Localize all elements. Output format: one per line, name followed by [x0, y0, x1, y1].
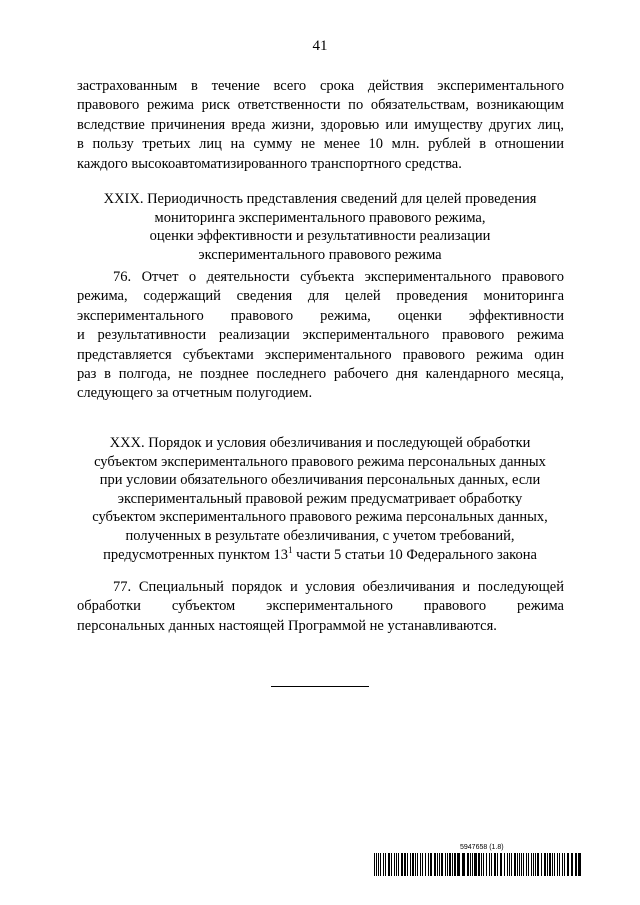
- text-line: экспериментального правового режима, оценки эффективности: [77, 307, 564, 324]
- text-line: обработки субъектом экспериментального правового режима: [77, 598, 564, 615]
- section-heading-30: [60, 434, 580, 564]
- text-line: застрахованным в течение всего срока действия экспериментального: [77, 78, 564, 94]
- heading-line: мониторинга экспериментального правового режима,: [154, 209, 486, 226]
- text-line: представляется субъектами экспериментального правового режима один: [77, 346, 564, 363]
- section-heading-29: [60, 190, 580, 264]
- heading-line: XXIX. Периодичность представления сведений для целей проведения: [103, 191, 537, 207]
- paragraph-77: [77, 578, 564, 636]
- heading-line: полученных в результате обезличивания, с учетом требований,: [125, 527, 515, 544]
- paragraph-continuation: [77, 77, 564, 174]
- heading-line: XXX. Порядок и условия обезличивания и последующей обработки: [109, 435, 531, 451]
- heading-line: субъектом экспериментального правового режима персональных данных: [94, 453, 546, 470]
- page-number: 41: [312, 38, 328, 54]
- document-code: 5947658 (1.8): [460, 844, 504, 851]
- footnote-superscript: 1: [288, 544, 293, 555]
- text-line: вследствие причинения вреда жизни, здоровью или имуществу других лиц,: [77, 116, 564, 133]
- text-line: следующего за отчетным полугодием.: [77, 385, 313, 402]
- text-line: каждого высокоавтоматизированного транспортного средства.: [77, 155, 462, 172]
- text-line: раз в полгода, не позднее последнего рабочего дня календарного месяца,: [77, 365, 564, 382]
- text-line: персональных данных настоящей Программой не устанавливаются.: [77, 617, 497, 634]
- text-line: и результативности реализации экспериментального правового режима: [77, 327, 564, 344]
- text-line: в пользу третьих лиц на сумму не менее 10 млн. рублей в отношении: [77, 136, 564, 153]
- heading-line: экспериментального правового режима: [198, 246, 442, 263]
- heading-line-last: [60, 546, 580, 565]
- heading-text: предусмотренных пунктом 13: [103, 546, 288, 563]
- heading-text: части 5 статьи 10 Федерального закона: [292, 546, 537, 563]
- text-line: 77. Специальный порядок и условия обезличивания и последующей: [113, 579, 564, 595]
- paragraph-76: [77, 268, 564, 404]
- text-line: правового режима риск ответственности по обязательствам, возникающим: [77, 97, 564, 114]
- heading-line: при условии обязательного обезличивания персональных данных, если: [99, 472, 541, 489]
- text-line: режима, содержащий сведения для целей проведения мониторинга: [77, 288, 564, 305]
- heading-line: оценки эффективности и результативности реализации: [149, 228, 491, 245]
- text-line: 76. Отчет о деятельности субъекта экспериментального правового: [113, 269, 564, 285]
- heading-line: экспериментальный правовой режим предусматривает обработку: [117, 490, 523, 507]
- barcode-icon: [374, 853, 582, 876]
- end-divider-line: [271, 686, 369, 687]
- heading-line: субъектом экспериментального правового режима персональных данных,: [92, 509, 548, 526]
